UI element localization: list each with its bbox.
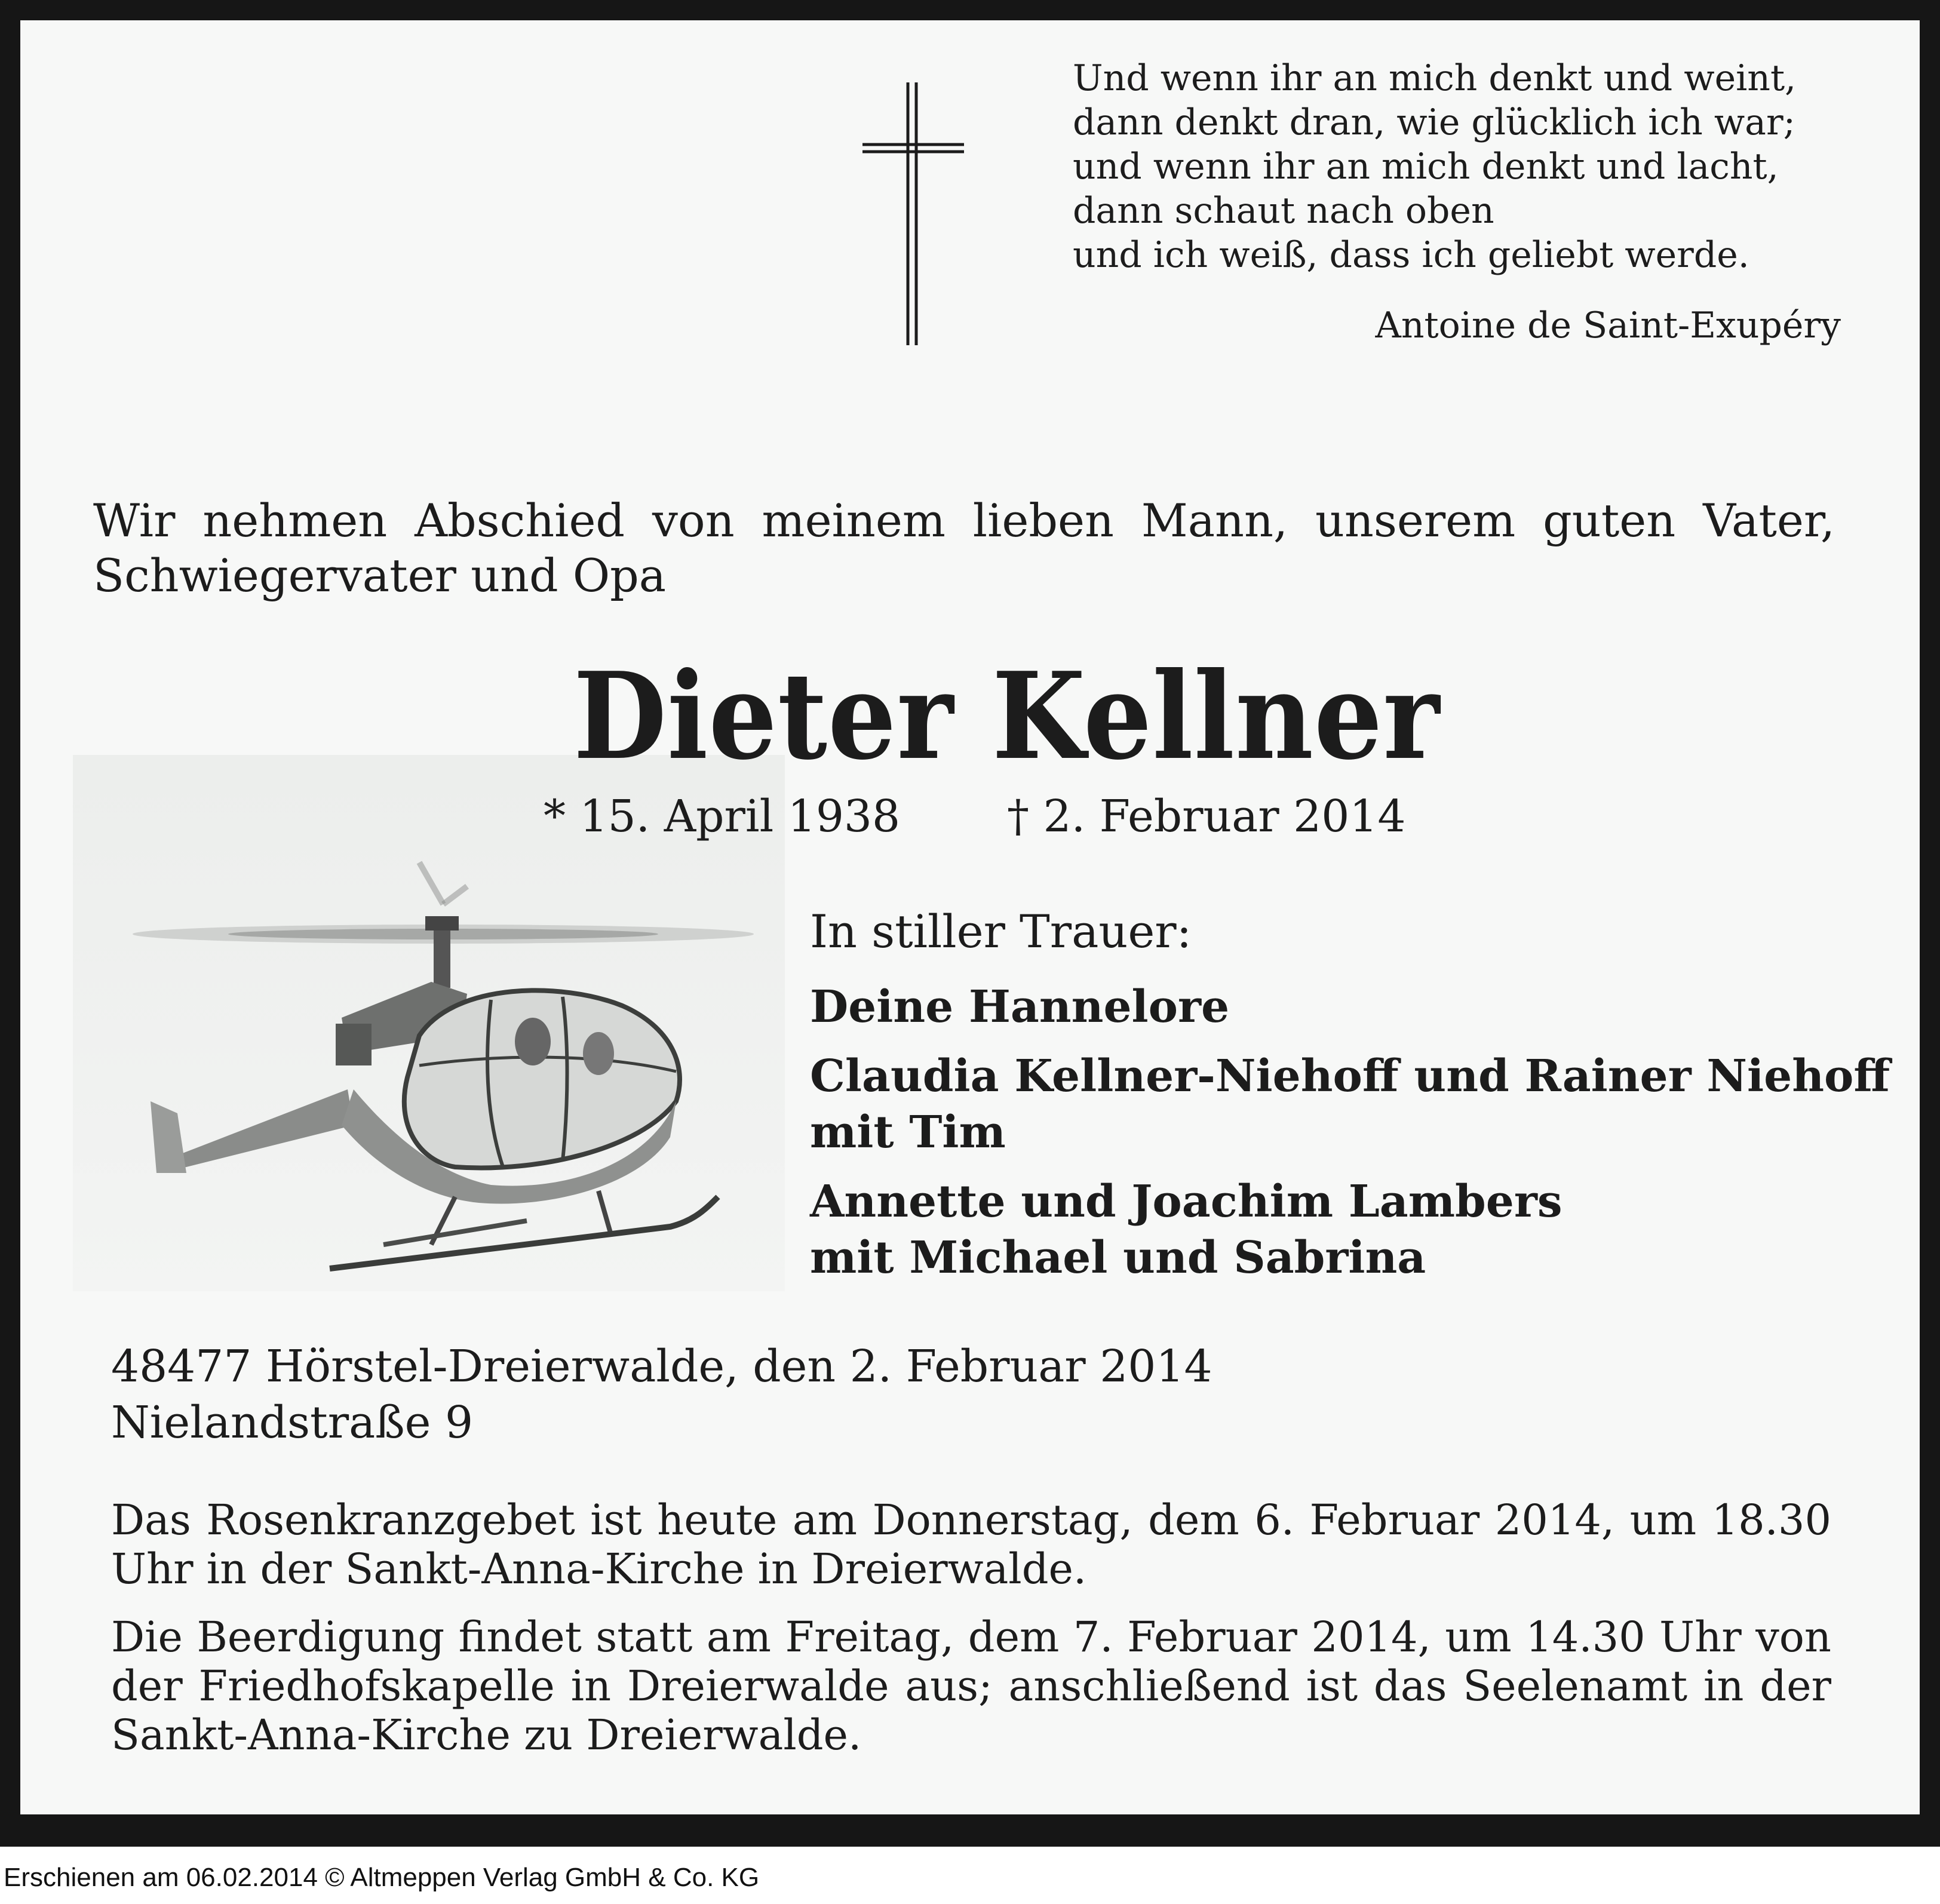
mourner-line: mit Michael und Sabrina [810,1232,1426,1283]
funeral-notice: Die Beerdigung findet statt am Freitag, dem 7. Februar 2014, um 14.30 Uhr von der Friedhofskapelle in Dreierwalde aus; anschließend ist das Seelenamt in der Sankt-Anna-Kirche zu Dreierwalde. [111,1613,1831,1759]
mourner-line: mit Tim [810,1107,1006,1158]
quote-author: Antoine de Saint-Exupéry [1375,305,1841,346]
quote-line: und ich weiß, dass ich geliebt werde. [1073,234,1749,276]
quote-line: und wenn ihr an mich denkt und lacht, [1073,146,1779,188]
intro-line-2: Schwiegervater und Opa [93,549,667,602]
rosary-notice: Das Rosenkranzgebet ist heute am Donnerstag, dem 6. Februar 2014, um 18.30 Uhr in der Sankt-Anna-Kirche in Dreierwalde. [111,1495,1831,1593]
address-line-1: 48477 Hörstel-Dreierwalde, den 2. Februar 2014 [111,1341,1212,1392]
address-line-2: Nielandstraße 9 [111,1397,474,1448]
quote-line: dann denkt dran, wie glücklich ich war; [1073,102,1795,143]
mourner-line: Annette und Joachim Lambers [810,1176,1563,1227]
mourners-heading: In stiller Trauer: [810,905,1192,958]
quote-line: dann schaut nach oben [1073,190,1494,232]
publication-footer: Erschienen am 06.02.2014 © Altmeppen Verlag GmbH & Co. KG [4,1863,760,1892]
deceased-name: Dieter Kellner [573,646,1441,787]
death-date: † 2. Februar 2014 [1007,791,1406,842]
intro-text [93,493,1835,603]
mourner-line: Deine Hannelore [810,981,1230,1033]
cross-icon [861,65,969,345]
birth-date: * 15. April 1938 [544,791,901,842]
intro-line-1: Wir nehmen Abschied von meinem lieben Mann, unserem guten Vater, [93,494,1835,547]
quote [1073,56,1796,277]
quote-line: Und wenn ihr an mich denkt und weint, [1073,57,1797,99]
mourner-line: Claudia Kellner-Niehoff und Rainer Niehoff [810,1051,1890,1102]
